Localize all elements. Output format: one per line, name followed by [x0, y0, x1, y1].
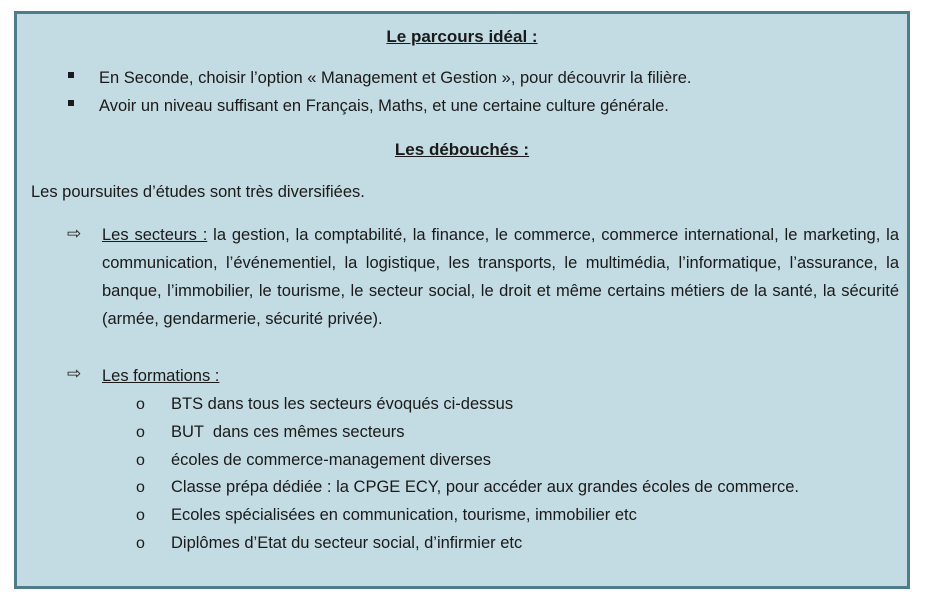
secteurs-label: Les secteurs :: [102, 226, 208, 244]
ideal-heading: Le parcours idéal :: [386, 27, 538, 46]
circle-bullet-icon: o: [136, 535, 145, 552]
secteurs-text: la gestion, la comptabilité, la finance, le commerce, commerce international, le marketing, la communication, l’événementiel, la logistique, les transports, le multimédia, l’informatique, l’assurance, la banque, l’immobilier, le tourisme, le secteur social, le droit et même certains métiers de la santé, la sécurité (armée, gendarmerie, sécurité privée).: [102, 226, 899, 328]
formation-item-2: BUT dans ces mêmes secteurs: [171, 423, 405, 441]
circle-bullet-icon: o: [136, 424, 145, 441]
formation-item-1: BTS dans tous les secteurs évoqués ci-dessus: [171, 395, 514, 413]
formation-item-6: Diplômes d’Etat du secteur social, d’infirmier etc: [171, 534, 523, 552]
secteurs-paragraph: [102, 221, 899, 333]
arrow-right-icon: ⇨: [67, 364, 82, 383]
formation-item-4: Classe prépa dédiée : la CPGE ECY, pour accéder aux grandes écoles de commerce.: [171, 478, 799, 496]
square-bullet-icon: [68, 100, 74, 106]
debouches-intro: Les poursuites d’études sont très diversifiées.: [31, 183, 365, 201]
circle-bullet-icon: o: [136, 396, 145, 413]
ideal-item-2: Avoir un niveau suffisant en Français, Maths, et une certaine culture générale.: [99, 97, 669, 115]
ideal-item-1: En Seconde, choisir l’option « Management et Gestion », pour découvrir la filière.: [99, 69, 692, 87]
debouches-heading: Les débouchés :: [394, 140, 530, 159]
formations-label: Les formations :: [102, 367, 220, 385]
formation-item-3: écoles de commerce-management diverses: [171, 451, 492, 469]
info-box: [14, 11, 910, 589]
circle-bullet-icon: o: [136, 479, 145, 496]
square-bullet-icon: [68, 72, 74, 78]
formation-item-5: Ecoles spécialisées en communication, tourisme, immobilier etc: [171, 506, 637, 524]
circle-bullet-icon: o: [136, 452, 145, 469]
arrow-right-icon: ⇨: [67, 224, 82, 243]
circle-bullet-icon: o: [136, 507, 145, 524]
